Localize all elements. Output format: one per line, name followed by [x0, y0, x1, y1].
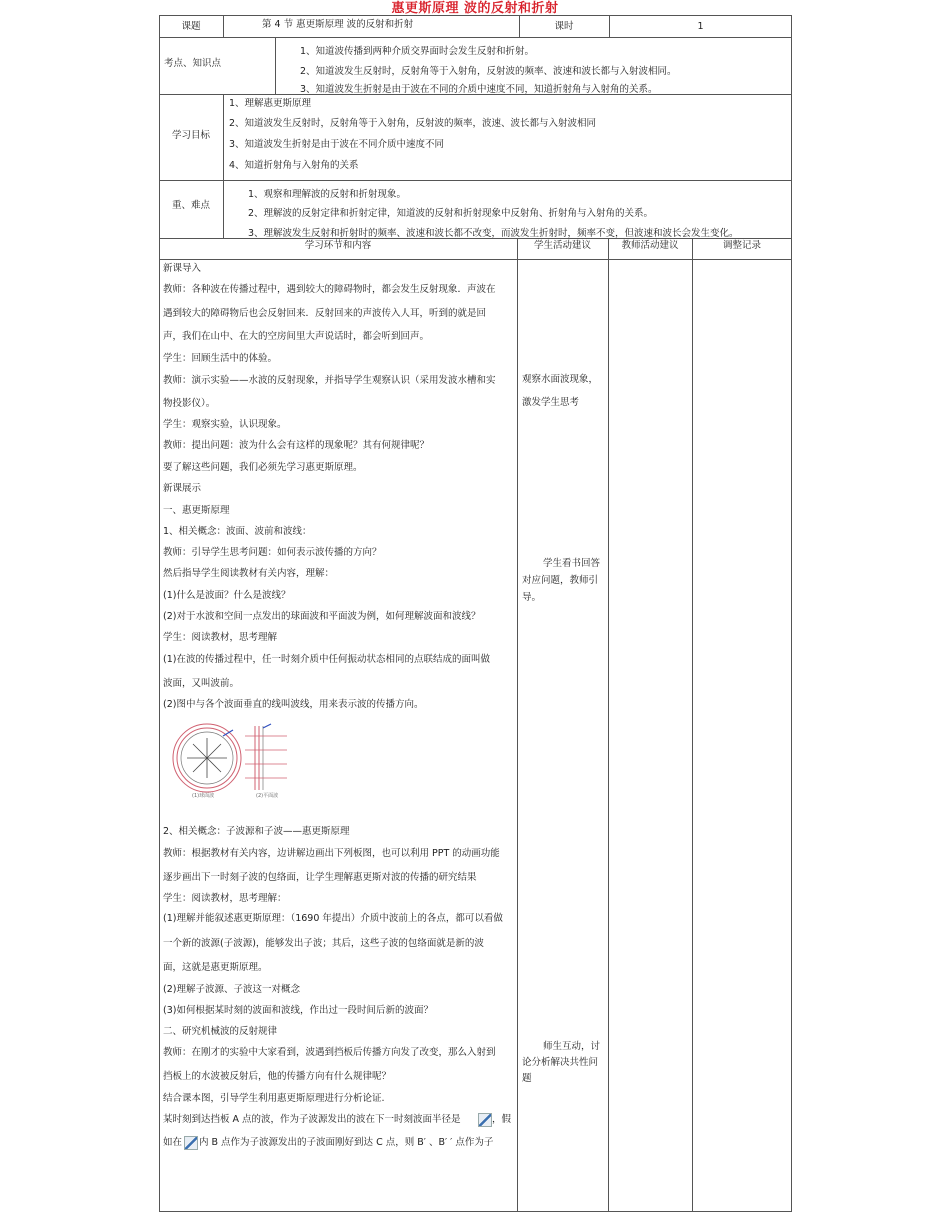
content-line: (1)理解并能叙述惠更斯原理：（1690 年提出）介质中波前上的各点，都可以看做 [163, 913, 503, 924]
student-note: 学生看书回答 [543, 558, 601, 569]
content-line: 面，这就是惠更斯原理。 [163, 962, 268, 973]
content-line: (1)什么是波面？什么是波线？ [163, 590, 291, 601]
content-line: (2)对于水波和空间一点发出的球面波和平面波为例，如何理解波面和波线？ [163, 611, 481, 622]
student-note: 师生互动，讨 [543, 1041, 601, 1052]
content-line: 教师：根据教材有关内容，边讲解边画出下列板图，也可以利用 PPT 的动画功能 [163, 848, 500, 859]
content-line: 波面，又叫波前。 [163, 678, 240, 689]
student-note: 对应问题，教师引 [522, 575, 599, 586]
col-divider [223, 15, 224, 37]
row-divider [159, 37, 792, 38]
content-line: ，假 [492, 1114, 512, 1125]
column-header-content: 学习环节和内容 [304, 240, 372, 251]
knowledge-item: 3、知道波发生折射是由于波在不同的介质中速度不同，知道折射角与入射角的关系。 [300, 84, 658, 95]
content-line: 如在 [163, 1137, 183, 1148]
content-line: (3)如何根据某时刻的波面和波线，作出过一段时间后新的波面？ [163, 1005, 433, 1016]
content-line: 物投影仪）。 [163, 398, 216, 409]
goal-item: 3、知道波发生折射是由于波在不同介质中速度不同 [229, 139, 445, 150]
content-line: (2)理解子波源、子波这一对概念 [163, 984, 300, 995]
content-line: 声，我们在山中、在大的空房间里大声说话时，都会听到回声。 [163, 331, 430, 342]
formula-image-icon [478, 1113, 492, 1127]
student-note: 题 [522, 1073, 532, 1084]
student-note: 导。 [522, 592, 542, 603]
figure-caption: (2)平面波 [256, 793, 279, 799]
goal-item: 2、知道波发生反射时，反射角等于入射角，反射波的频率，波速、波长都与入射波相同 [229, 118, 597, 129]
wave-figure [163, 722, 293, 804]
content-line: 二、研究机械波的反射规律 [163, 1026, 278, 1037]
goal-item: 4、知道折射角与入射角的关系 [229, 160, 359, 171]
content-line: 逐步画出下一时刻子波的包络面，让学生理解惠更斯对波的传播的研究结果 [163, 872, 477, 883]
knowledge-item: 2、知道波发生反射时，反射角等于入射角，反射波的频率、波速和波长都与入射波相同。 [300, 66, 677, 77]
column-header-student: 学生活动建议 [533, 240, 591, 251]
figure-caption: (1)球面波 [192, 793, 215, 799]
goals-label: 学习目标 [171, 130, 210, 141]
col-divider [223, 180, 224, 238]
content-line: 教师：引导学生思考问题：如何表示波传播的方向？ [163, 547, 382, 558]
content-line: 学生：阅读教材，思考理解： [163, 893, 287, 904]
knowledge-item: 1、知道波传播到两种介质交界面时会发生反射和折射。 [300, 46, 535, 57]
content-line: 结合课本图，引导学生利用惠更斯原理进行分析论证. [163, 1093, 385, 1104]
topic-label: 课题 [181, 21, 201, 32]
content-line: 某时刻到达挡板 A 点的波，作为子波源发出的波在下一时刻波面半径是 [163, 1114, 461, 1125]
content-line: 要了解这些问题，我们必须先学习惠更斯原理。 [163, 462, 363, 473]
content-line: 然后指导学生阅读教材有关内容，理解： [163, 568, 335, 579]
student-note: 激发学生思考 [522, 397, 580, 408]
spherical-wave-diagram [173, 724, 241, 792]
row-divider [159, 180, 792, 181]
col-divider [275, 37, 276, 94]
col-divider [517, 238, 518, 1212]
row-divider [159, 259, 792, 260]
keypoint-item: 3、理解波发生反射和折射时的频率、波速和波长都不改变，而波发生折射时，频率不变，但波速和波长会发生变化。 [248, 228, 739, 239]
column-header-teacher: 教师活动建议 [621, 240, 679, 251]
col-divider [223, 94, 224, 180]
formula-image-icon [184, 1136, 198, 1150]
page-title: 惠更斯原理 波的反射和折射 [391, 1, 559, 16]
topic-value: 第 4 节 惠更斯原理 波的反射和折射 [262, 19, 414, 30]
content-line: (1)在波的传播过程中，任一时刻介质中任何振动状态相同的点联结成的面叫做 [163, 654, 490, 665]
content-line: 学生：阅读教材，思考理解 [163, 632, 278, 643]
content-line: 2、相关概念：子波源和子波——惠更斯原理 [163, 826, 350, 837]
period-label: 课时 [554, 21, 574, 32]
keypoint-item: 1、观察和理解波的反射和折射现象。 [248, 189, 407, 200]
student-note: 论分析解决共性问 [522, 1057, 599, 1068]
content-line: 遇到较大的障碍物后也会反射回来．反射回来的声波传入人耳，听到的就是回 [163, 308, 487, 319]
content-line: 新课导入 [163, 263, 202, 274]
column-header-adjust: 调整记录 [722, 240, 761, 251]
content-line: 教师：各种波在传播过程中，遇到较大的障碍物时，都会发生反射现象．声波在 [163, 284, 496, 295]
content-line: 挡板上的水波被反射后，他的传播方向有什么规律呢？ [163, 1071, 392, 1082]
content-line: 学生：观察实验，认识现象。 [163, 419, 287, 430]
plane-wave-diagram [245, 724, 287, 790]
col-divider [692, 238, 693, 1212]
content-line: 一、惠更斯原理 [163, 505, 230, 516]
keypoints-label: 重、难点 [171, 200, 210, 211]
knowledge-label: 考点、知识点 [164, 58, 222, 69]
content-line: 教师：在刚才的实验中大家看到，波遇到挡板后传播方向发了改变，那么入射到 [163, 1047, 496, 1058]
student-note: 观察水面波现象， [522, 374, 599, 385]
col-divider [608, 238, 609, 1212]
content-line: 新课展示 [163, 483, 202, 494]
content-line: 内 B 点作为子波源发出的子波面刚好到达 C 点，则 B′ 、B′ ′ 点作为子 [199, 1137, 494, 1148]
content-line: (2)图中与各个波面垂直的线叫波线，用来表示波的传播方向。 [163, 699, 424, 710]
content-line: 一个新的波源(子波源)，能够发出子波；其后，这些子波的包络面就是新的波 [163, 938, 484, 949]
content-line: 教师：提出问题：波为什么会有这样的现象呢？其有何规律呢？ [163, 440, 430, 451]
goal-item: 1、理解惠更斯原理 [229, 98, 312, 109]
content-line: 1、相关概念：波面、波前和波线： [163, 526, 312, 537]
content-line: 学生：回顾生活中的体验。 [163, 353, 278, 364]
content-line: 教师：演示实验——水波的反射现象，并指导学生观察认识（采用发波水槽和实 [163, 375, 496, 386]
period-value: 1 [697, 21, 704, 32]
keypoint-item: 2、理解波的反射定律和折射定律，知道波的反射和折射现象中反射角、折射角与入射角的关系。 [248, 208, 654, 219]
